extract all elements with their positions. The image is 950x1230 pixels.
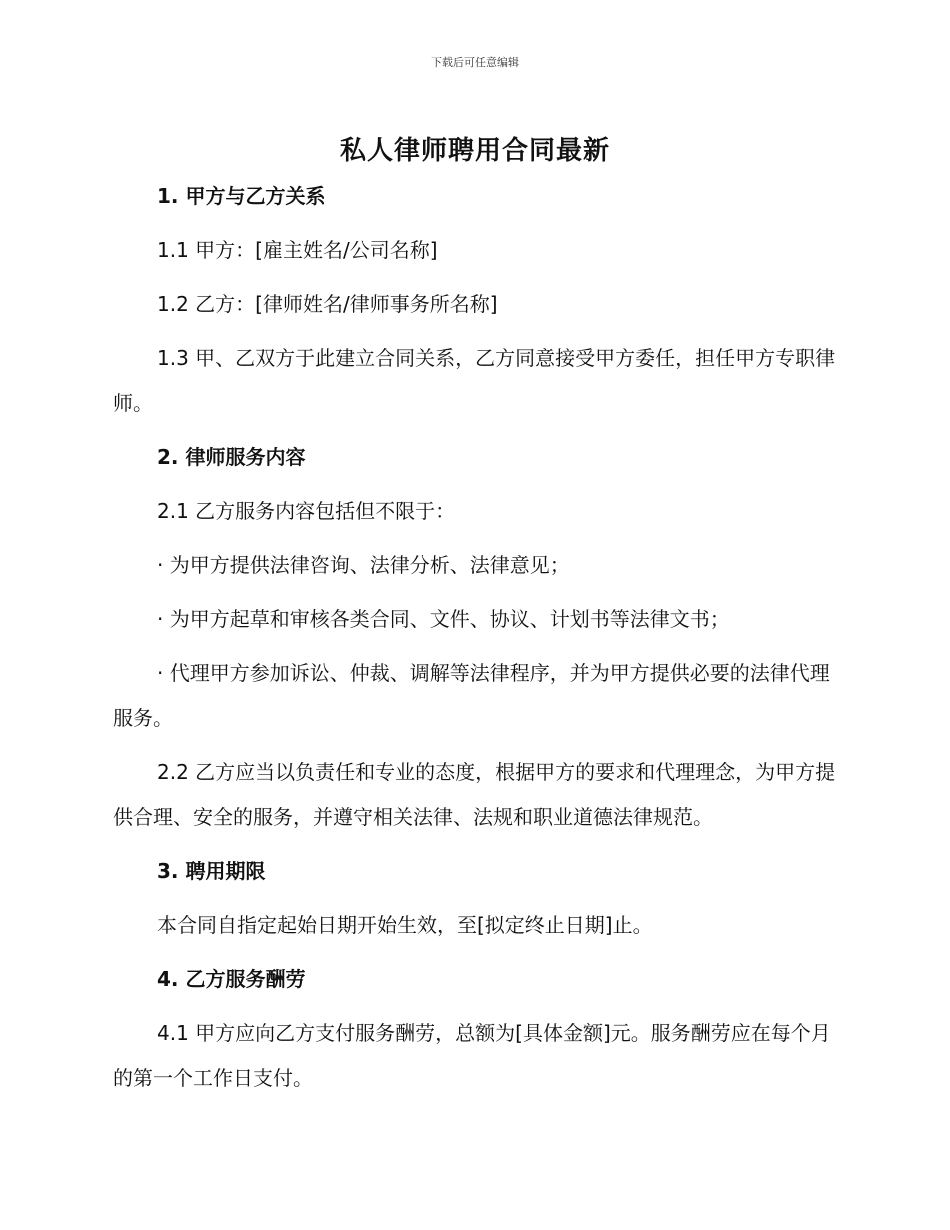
section-heading-2: 2. 律师服务内容 (157, 445, 306, 469)
section-heading-1: 1. 甲方与乙方关系 (157, 184, 326, 208)
clause-4-1: 4.1 甲方应向乙方支付服务酬劳，总额为[具体金额]元。服务酬劳应在每个月的第一个工作日支付。 (113, 1021, 831, 1090)
clause-2-2: 2.2 乙方应当以负责任和专业的态度，根据甲方的要求和代理理念，为甲方提供合理、安全的服务，并遵守相关法律、法规和职业道德法律规范。 (113, 760, 836, 829)
clause-2-1: 2.1 乙方服务内容包括但不限于： (157, 499, 456, 523)
header-note: 下载后可任意编辑 (431, 56, 519, 69)
bullet-item-1: · 为甲方提供法律咨询、法律分析、法律意见； (157, 553, 570, 577)
clause-1-2: 1.2 乙方：[律师姓名/律师事务所名称] (157, 292, 498, 316)
document-body (113, 174, 839, 1110)
clause-3: 本合同自指定起始日期开始生效，至[拟定终止日期]止。 (157, 913, 653, 937)
clause-1-1: 1.1 甲方：[雇主姓名/公司名称] (157, 238, 438, 262)
clause-1-3: 1.3 甲、乙双方于此建立合同关系，乙方同意接受甲方委任，担任甲方专职律师。 (113, 346, 836, 415)
section-heading-4: 4. 乙方服务酬劳 (157, 967, 306, 991)
bullet-item-3: · 代理甲方参加诉讼、仲裁、调解等法律程序，并为甲方提供必要的法律代理服务。 (113, 661, 830, 730)
bullet-item-2: · 为甲方起草和审核各类合同、文件、协议、计划书等法律文书； (157, 607, 730, 631)
section-heading-3: 3. 聘用期限 (157, 859, 266, 883)
document-title: 私人律师聘用合同最新 (339, 136, 610, 166)
